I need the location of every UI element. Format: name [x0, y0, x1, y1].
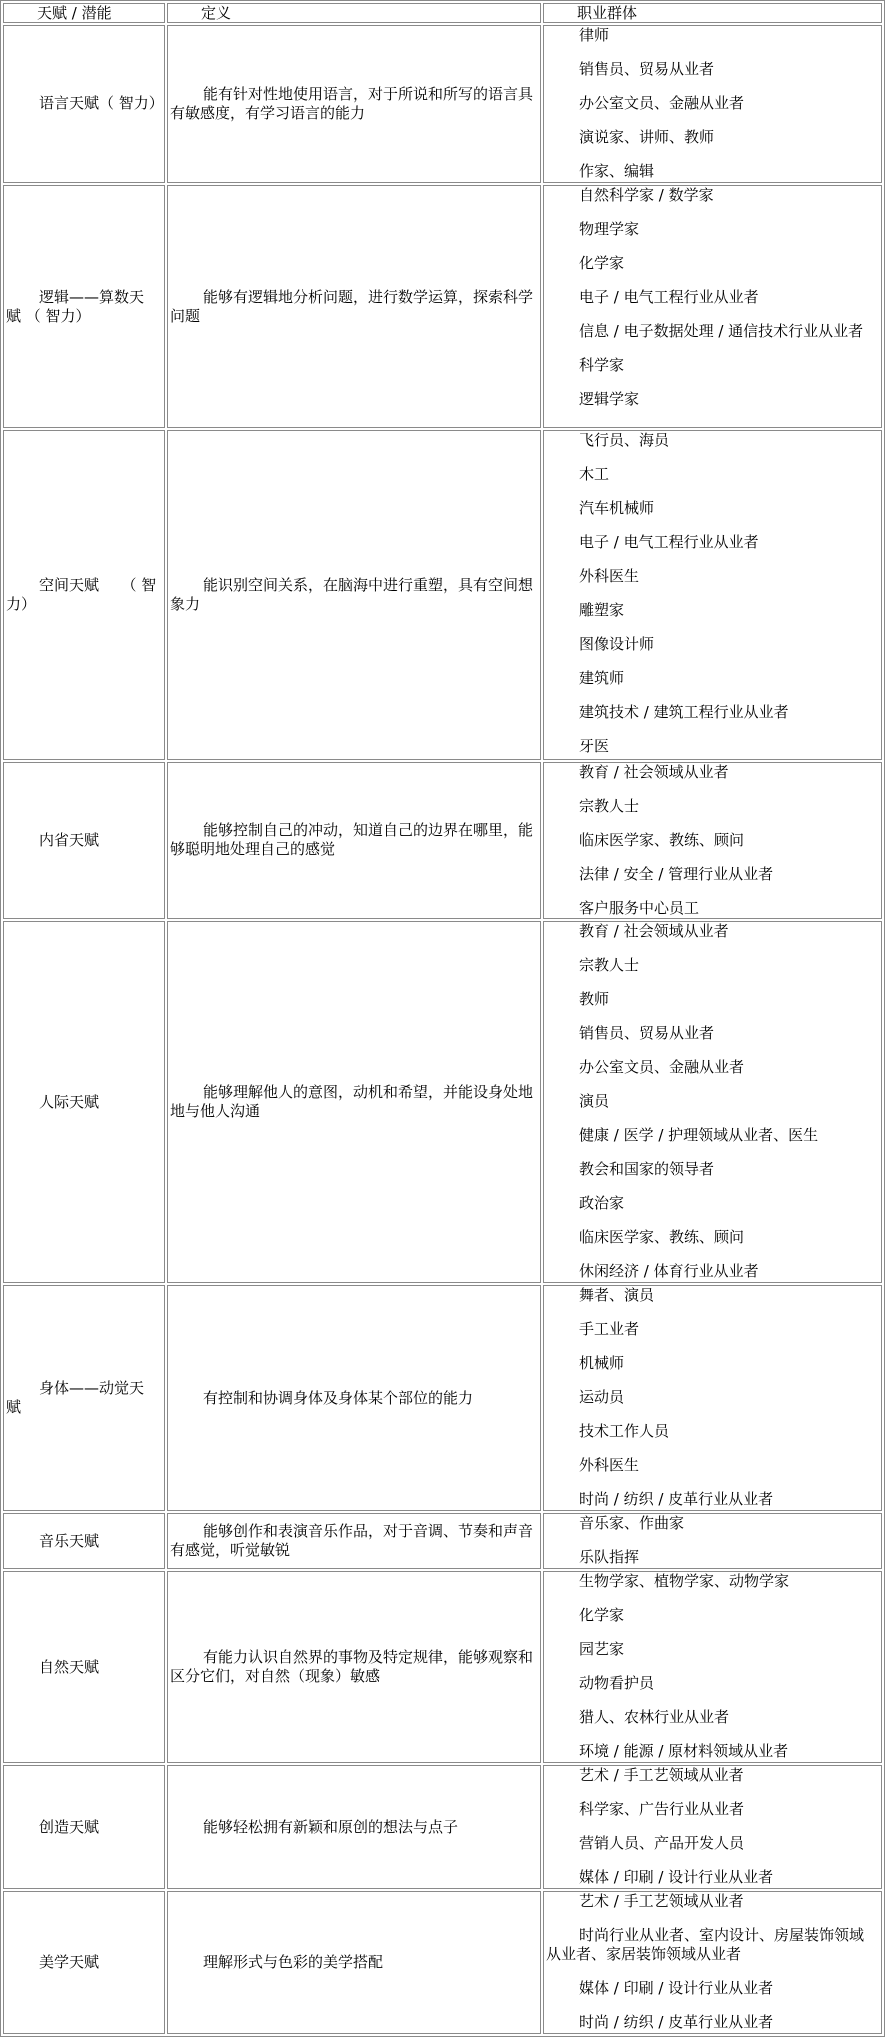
career-item: 政治家 [579, 1194, 625, 1213]
career-item: 销售员、贸易从业者 [579, 1024, 715, 1043]
definition-cell [167, 25, 541, 183]
talent-cell [3, 762, 165, 920]
definition-text: 有能力认识自然界的事物及特定规律，能够观察和区分它们，对自然（现象）敏感 [170, 1648, 534, 1686]
career-item: 逻辑学家 [579, 389, 640, 408]
career-item: 演员 [579, 1092, 610, 1111]
definition-text: 能够理解他人的意图，动机和希望，并能设身处地地与他人沟通 [170, 1083, 534, 1121]
career-item: 教育 / 社会领域从业者 [579, 922, 729, 941]
table-row [3, 1891, 882, 2034]
header-careers-text: 职业群体 [577, 4, 638, 22]
definition-cell [167, 1891, 541, 2034]
talent-name: 逻辑——算数天赋 （ 智力） [6, 287, 145, 325]
careers-cell [543, 1571, 882, 1763]
career-item: 木工 [579, 465, 610, 484]
career-item: 牙医 [579, 737, 610, 756]
career-item: 外科医生 [579, 567, 640, 586]
table-row [3, 1571, 882, 1763]
definition-text: 理解形式与色彩的美学搭配 [203, 1953, 384, 1972]
career-item: 作家、编辑 [579, 162, 655, 181]
talent-name: 自然天赋 [39, 1657, 100, 1676]
definition-text: 能有针对性地使用语言，对于所说和所写的语言具有敏感度，有学习语言的能力 [170, 84, 534, 122]
career-item: 生物学家、植物学家、动物学家 [579, 1572, 790, 1591]
definition-cell [167, 185, 541, 429]
careers-cell [543, 921, 882, 1283]
talent-name: 音乐天赋 [39, 1531, 100, 1550]
career-item: 手工业者 [579, 1320, 640, 1339]
career-item: 客户服务中心员工 [579, 898, 700, 917]
definition-text: 能够创作和表演音乐作品，对于音调、节奏和声音有感觉，听觉敏锐 [170, 1522, 534, 1560]
career-item: 电子 / 电气工程行业从业者 [579, 533, 759, 552]
talent-cell [3, 1765, 165, 1889]
table-row [3, 1765, 882, 1889]
talent-name: 空间天赋 （ 智力） [6, 576, 157, 614]
definition-cell [167, 921, 541, 1283]
career-item: 教会和国家的领导者 [579, 1160, 715, 1179]
career-item: 信息 / 电子数据处理 / 通信技术行业从业者 [579, 321, 864, 340]
careers-cell [543, 1765, 882, 1889]
career-item: 营销人员、产品开发人员 [579, 1834, 745, 1853]
career-item: 汽车机械师 [579, 499, 655, 518]
career-item: 化学家 [579, 1606, 625, 1625]
career-item: 电子 / 电气工程行业从业者 [579, 287, 759, 306]
career-item: 时尚 / 纺织 / 皮革行业从业者 [579, 2013, 774, 2032]
talent-cell [3, 25, 165, 183]
talent-cell [3, 921, 165, 1283]
careers-cell [543, 762, 882, 920]
career-item: 休闲经济 / 体育行业从业者 [579, 1262, 759, 1281]
definition-text: 能够轻松拥有新颖和原创的想法与点子 [203, 1817, 459, 1836]
career-item: 法律 / 安全 / 管理行业从业者 [579, 864, 774, 883]
career-item: 媒体 / 印刷 / 设计行业从业者 [579, 1868, 774, 1887]
career-item: 建筑技术 / 建筑工程行业从业者 [579, 703, 789, 722]
table-row [3, 762, 882, 920]
talent-cell [3, 1285, 165, 1511]
career-item: 时尚 / 纺织 / 皮革行业从业者 [579, 1490, 774, 1509]
career-item: 艺术 / 手工艺领域从业者 [579, 1892, 744, 1911]
career-item: 乐队指挥 [579, 1548, 640, 1567]
career-item: 园艺家 [579, 1640, 625, 1659]
definition-cell [167, 1571, 541, 1763]
careers-cell [543, 1513, 882, 1569]
talent-name: 内省天赋 [39, 830, 100, 849]
header-row [3, 3, 882, 23]
career-item: 猎人、农林行业从业者 [579, 1708, 730, 1727]
talent-cell [3, 1571, 165, 1763]
talent-name: 语言天赋（ 智力） [39, 94, 164, 113]
talent-cell [3, 430, 165, 759]
header-talent-text: 天赋 / 潜能 [37, 4, 112, 22]
career-item: 办公室文员、金融从业者 [579, 1058, 745, 1077]
careers-cell [543, 25, 882, 183]
definition-cell [167, 1513, 541, 1569]
table-row [3, 430, 882, 759]
table-row [3, 1513, 882, 1569]
career-item: 外科医生 [579, 1456, 640, 1475]
header-definition-text: 定义 [201, 4, 232, 22]
career-item: 雕塑家 [579, 601, 625, 620]
talent-cell [3, 185, 165, 429]
career-item: 教师 [579, 990, 610, 1009]
career-item: 律师 [579, 26, 610, 45]
career-item: 建筑师 [579, 669, 625, 688]
definition-cell [167, 1285, 541, 1511]
career-item: 化学家 [579, 253, 625, 272]
talent-name: 创造天赋 [39, 1817, 100, 1836]
talent-cell [3, 1513, 165, 1569]
careers-cell [543, 185, 882, 429]
career-item: 临床医学家、教练、顾问 [579, 1228, 745, 1247]
career-item: 图像设计师 [579, 635, 655, 654]
header-talent [3, 3, 165, 23]
definition-text: 能够有逻辑地分析问题，进行数学运算，探索科学问题 [170, 287, 534, 325]
career-item: 宗教人士 [579, 796, 640, 815]
definition-cell [167, 430, 541, 759]
talent-name: 人际天赋 [39, 1092, 100, 1111]
career-item: 自然科学家 / 数学家 [579, 185, 714, 204]
career-item: 科学家、广告行业从业者 [579, 1800, 745, 1819]
table-row [3, 921, 882, 1283]
career-item: 物理学家 [579, 219, 640, 238]
careers-cell [543, 1285, 882, 1511]
career-item: 音乐家、作曲家 [579, 1514, 685, 1533]
career-item: 临床医学家、教练、顾问 [579, 830, 745, 849]
careers-cell [543, 1891, 882, 2034]
career-item: 销售员、贸易从业者 [579, 60, 715, 79]
definition-cell [167, 1765, 541, 1889]
table-body [3, 3, 882, 2034]
career-item: 舞者、演员 [579, 1286, 655, 1305]
definition-text: 能够控制自己的冲动，知道自己的边界在哪里，能够聪明地处理自己的感觉 [170, 821, 534, 859]
career-item: 环境 / 能源 / 原材料领域从业者 [579, 1742, 789, 1761]
careers-cell [543, 430, 882, 759]
career-item: 健康 / 医学 / 护理领域从业者、医生 [579, 1126, 819, 1145]
career-item: 时尚行业从业者、室内设计、房屋装饰领域从业者、家居装饰领域从业者 [546, 1926, 865, 1964]
header-careers [543, 3, 882, 23]
header-definition [167, 3, 541, 23]
table-row [3, 1285, 882, 1511]
definition-text: 有控制和协调身体及身体某个部位的能力 [203, 1388, 474, 1407]
career-item: 机械师 [579, 1354, 625, 1373]
career-item: 运动员 [579, 1388, 625, 1407]
talent-name: 身体——动觉天赋 [6, 1379, 145, 1417]
career-item: 艺术 / 手工艺领域从业者 [579, 1766, 744, 1785]
talent-cell [3, 1891, 165, 2034]
career-item: 动物看护员 [579, 1674, 655, 1693]
career-item: 宗教人士 [579, 956, 640, 975]
career-item: 科学家 [579, 355, 625, 374]
career-item: 飞行员、海员 [579, 431, 670, 450]
table-row [3, 25, 882, 183]
table-row [3, 185, 882, 429]
career-item: 技术工作人员 [579, 1422, 670, 1441]
definition-text: 能识别空间关系，在脑海中进行重塑，具有空间想象力 [170, 576, 534, 614]
talent-name: 美学天赋 [39, 1953, 100, 1972]
career-item: 演说家、讲师、教师 [579, 128, 715, 147]
career-item: 媒体 / 印刷 / 设计行业从业者 [579, 1979, 774, 1998]
career-item: 教育 / 社会领域从业者 [579, 762, 729, 781]
career-item: 办公室文员、金融从业者 [579, 94, 745, 113]
definition-cell [167, 762, 541, 920]
